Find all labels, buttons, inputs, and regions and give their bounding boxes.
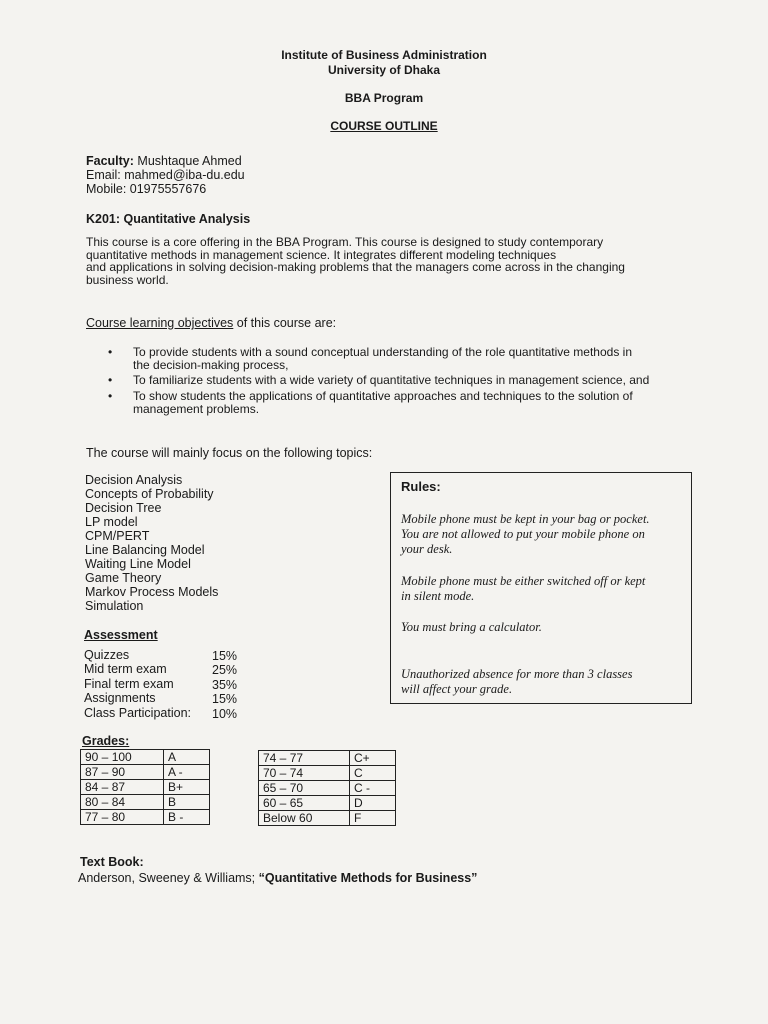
grade-letter: B [164,795,210,810]
rule-line: your desk. [401,542,453,556]
bullet-icon: • [108,345,113,359]
faculty-label: Faculty: [86,154,134,168]
objective-line: the decision-making process, [133,357,289,372]
topic-item: Game Theory [85,571,162,585]
objectives-intro-rest: of this course are: [233,316,337,330]
faculty-info [86,154,245,196]
grade-range: Below 60 [259,811,350,826]
grade-letter: C - [350,781,396,796]
assessment-name: Quizzes [84,648,130,662]
rule-line: Unauthorized absence for more than 3 classes [401,667,633,681]
objective-line: To show students the applications of quantitative approaches and techniques to the solution of [133,389,633,403]
program-name: BBA Program [344,91,424,105]
table-row [81,780,210,795]
rule-line: Mobile phone must be either switched off or kept [401,574,646,588]
assessment-weight: 15% [212,692,238,706]
course-title: K201: Quantitative Analysis [86,212,251,226]
topic-item: Markov Process Models [85,585,219,599]
objectives-link-text: Course learning objectives [86,316,234,330]
topic-item: Waiting Line Model [85,557,191,571]
textbook-label: Text Book: [80,855,144,869]
topic-item: Concepts of Probability [85,487,214,501]
objective-item [108,389,693,416]
table-row [259,796,396,811]
faculty-email: Email: mahmed@iba-du.edu [86,168,245,182]
topic-item: Decision Analysis [85,473,183,487]
textbook-reference [78,871,477,885]
grade-letter: B+ [164,780,210,795]
assessment-name: Final term exam [84,677,174,691]
grade-range: 90 – 100 [81,750,164,765]
objectives-intro [86,316,336,330]
grade-letter: A - [164,765,210,780]
grade-letter: F [350,811,396,826]
table-row [81,750,210,765]
objective-item [108,373,693,387]
grades-table-left [80,749,210,825]
grade-letter: C [350,766,396,781]
bullet-icon: • [108,389,113,403]
objective-line: To provide students with a sound conceptual understanding of the role quantitative methods in [133,345,632,359]
textbook-title: “Quantitative Methods for Business” [258,871,478,885]
table-row [259,781,396,796]
faculty-name: Mushtaque Ahmed [137,154,242,168]
table-row [259,751,396,766]
grade-range: 80 – 84 [81,795,164,810]
description-line: and applications in solving decision-making problems that the managers come across in the changing [86,260,625,274]
assessment-weight: 35% [212,678,238,692]
rule-item [401,574,645,604]
rule-line: in silent mode. [401,589,475,603]
table-row [259,811,396,826]
assessment-name: Mid term exam [84,662,167,676]
table-row [259,766,396,781]
topic-item: LP model [85,515,138,529]
description-line: This course is a core offering in the BBA Program. This course is designed to study contemporary [86,235,604,249]
rule-line: You must bring a calculator. [401,620,542,634]
rule-line: will affect your grade. [401,682,513,696]
university-name: University of Dhaka [327,63,441,77]
grade-letter: A [164,750,210,765]
assessment-name: Assignments [84,691,156,705]
topic-item: CPM/PERT [85,529,150,543]
rule-item [401,667,632,697]
institute-name: Institute of Business Administration [281,48,487,62]
assessment-title: Assessment [84,628,158,642]
rules-title: Rules: [401,479,441,494]
objective-line: management problems. [133,401,260,416]
grade-letter: B - [164,810,210,825]
course-outline-heading: COURSE OUTLINE [330,119,438,133]
rule-item [401,512,650,557]
description-line: business world. [86,272,169,287]
assessment-name: Class Participation: [84,706,191,720]
objective-line: To familiarize students with a wide variety of quantitative techniques in management science, and [133,373,650,387]
faculty-line [86,154,245,168]
grade-range: 84 – 87 [81,780,164,795]
objective-item [108,345,693,372]
description-line: quantitative methods in management science. It integrates different modeling techniques [86,247,557,262]
rule-item [401,620,542,635]
grade-range: 65 – 70 [259,781,350,796]
rule-line: You are not allowed to put your mobile phone on [401,527,645,541]
rules-box [390,472,692,704]
topic-item: Simulation [85,599,144,613]
grades-title: Grades: [82,734,130,748]
assessment-weight: 10% [212,707,238,721]
grade-range: 77 – 80 [81,810,164,825]
textbook-authors: Anderson, Sweeney & Williams; [78,871,259,885]
grades-table-right [258,750,396,826]
faculty-mobile: Mobile: 01975557676 [86,182,207,196]
grade-range: 74 – 77 [259,751,350,766]
grade-letter: D [350,796,396,811]
assessment-weight: 25% [212,663,238,677]
table-row [81,795,210,810]
bullet-icon: • [108,373,113,387]
table-row [81,765,210,780]
course-description [86,236,625,286]
table-row [81,810,210,825]
topic-item: Decision Tree [85,501,162,515]
assessment-weight: 15% [212,649,238,663]
grade-range: 70 – 74 [259,766,350,781]
topic-item: Line Balancing Model [85,543,205,557]
grade-letter: C+ [350,751,396,766]
grade-range: 87 – 90 [81,765,164,780]
topics-list [85,473,218,613]
grade-range: 60 – 65 [259,796,350,811]
rule-line: Mobile phone must be kept in your bag or pocket. [401,512,650,526]
topics-intro: The course will mainly focus on the following topics: [86,446,373,460]
